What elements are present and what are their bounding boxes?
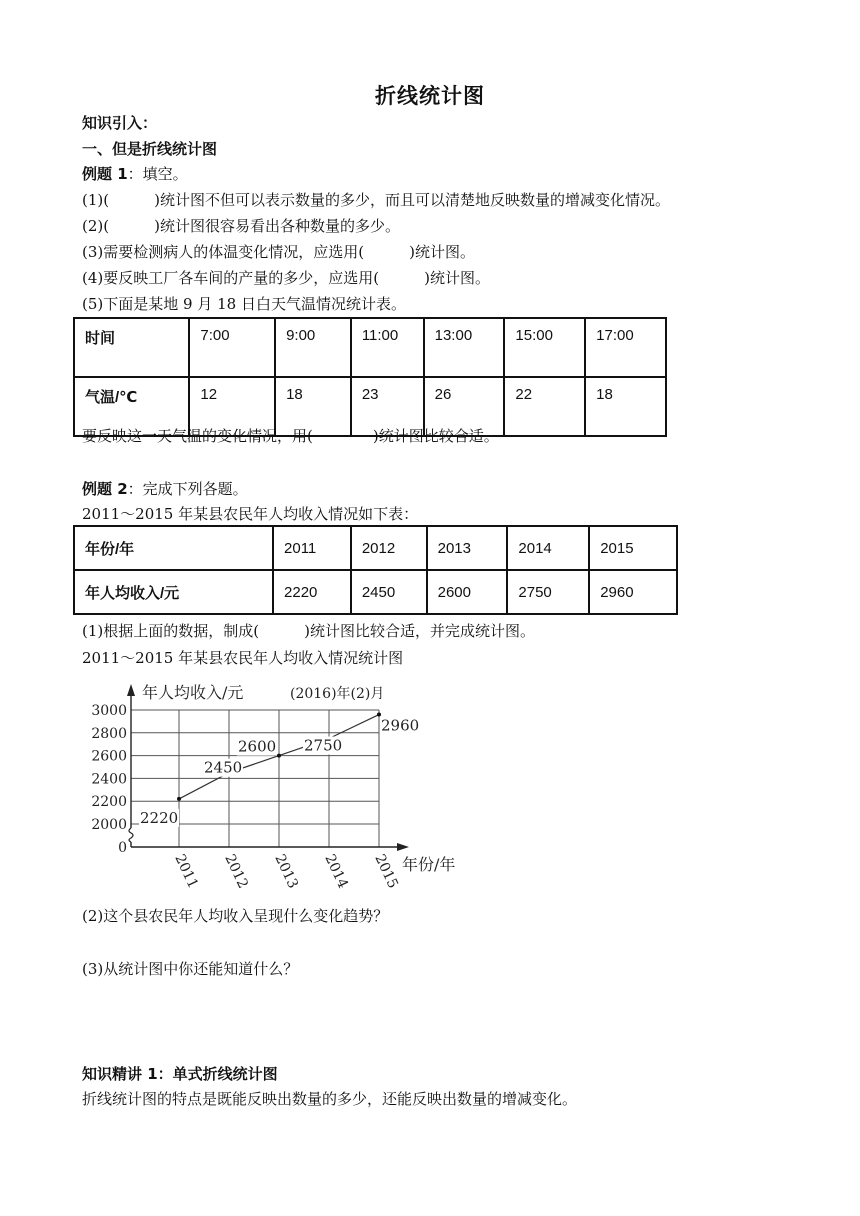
data-label: 2750 (304, 736, 343, 755)
table-row (74, 318, 666, 377)
page-title: 折线统计图 (375, 84, 485, 108)
table-cell: 23 (351, 377, 424, 436)
y-tick-label: 2400 (91, 771, 127, 788)
data-label: 2450 (204, 758, 243, 777)
y-tick-label: 2600 (91, 748, 127, 765)
table-cell: 2960 (589, 570, 677, 614)
table-cell: 22 (504, 377, 585, 436)
table-cell: 2015 (589, 526, 677, 570)
example2-question-2: (2)这个县农民年人均收入呈现什么变化趋势？ (82, 907, 389, 925)
table-cell: 时间 (74, 318, 189, 377)
table-cell: 17:00 (585, 318, 666, 377)
y-axis-title: 年人均收入/元 (142, 683, 244, 702)
table-cell: 2750 (507, 570, 589, 614)
table-cell: 18 (585, 377, 666, 436)
table-cell: 26 (424, 377, 505, 436)
income-line-chart (70, 672, 490, 897)
table-cell: 7:00 (189, 318, 275, 377)
x-tick-label: 2014 (321, 851, 351, 891)
x-tick-label: 2013 (271, 851, 301, 891)
example1-question-5: (5)下面是某地 9 月 18 日白天气温情况统计表。 (82, 295, 406, 313)
table-cell: 2220 (273, 570, 351, 614)
data-label: 2600 (238, 737, 277, 756)
table-cell: 12 (189, 377, 275, 436)
table-cell: 2014 (507, 526, 589, 570)
table-cell: 13:00 (424, 318, 505, 377)
data-label: 2960 (381, 716, 420, 735)
table-cell: 18 (275, 377, 351, 436)
example1-question-1: (1)( )统计图不但可以表示数量的多少，而且可以清楚地反映数量的增减变化情况。 (82, 191, 670, 209)
example2-header (82, 479, 248, 499)
table-cell: 2011 (273, 526, 351, 570)
data-label: 2220 (140, 808, 179, 827)
knowledge-text: 折线统计图的特点是既能反映出数量的多少，还能反映出数量的增减变化。 (82, 1090, 578, 1108)
intro-heading: 知识引入： (82, 114, 158, 132)
table-cell: 15:00 (504, 318, 585, 377)
table-cell: 9:00 (275, 318, 351, 377)
example1-header (82, 164, 188, 184)
table-cell: 2013 (427, 526, 508, 570)
example2-question-3: (3)从统计图中你还能知道什么？ (82, 960, 299, 978)
temperature-table (73, 317, 667, 437)
table-row (74, 570, 677, 614)
example1-after-table: 要反映这一天气温的变化情况，用( )统计图比较合适。 (82, 427, 499, 445)
example1-question-3: (3)需要检测病人的体温变化情况，应选用( )统计图。 (82, 243, 475, 261)
table-row (74, 526, 677, 570)
example2-label: 例题 2 (82, 480, 128, 498)
table-cell: 2450 (351, 570, 427, 614)
y-tick-label: 2000 (91, 817, 127, 833)
x-tick-label: 2011 (171, 851, 201, 891)
example2-table-caption: 2011～2015 年某县农民年人均收入情况如下表： (82, 505, 419, 523)
table-cell: 气温/℃ (74, 377, 189, 436)
example1-prompt: ：填空。 (127, 165, 188, 183)
example1-question-4: (4)要反映工厂各车间的产量的多少，应选用( )统计图。 (82, 269, 490, 287)
y-tick-label: 2800 (91, 725, 127, 742)
example1-question-2: (2)( )统计图很容易看出各种数量的多少。 (82, 217, 400, 235)
x-tick-label: 2015 (371, 851, 401, 891)
y-tick-label: 0 (118, 840, 127, 856)
y-tick-label: 2200 (91, 794, 127, 811)
table-cell: 2600 (427, 570, 508, 614)
table-cell: 年人均收入/元 (74, 570, 273, 614)
income-table (73, 525, 678, 615)
x-axis-arrow (397, 843, 409, 851)
table-cell: 年份/年 (74, 526, 273, 570)
table-cell: 2012 (351, 526, 427, 570)
example2-prompt: ：完成下列各题。 (127, 480, 248, 498)
chart-labels (91, 683, 455, 891)
x-tick-label: 2012 (221, 851, 251, 891)
y-axis-arrow (127, 684, 135, 696)
chart-title: (2016)年(2)月 (290, 686, 385, 702)
data-point (277, 754, 281, 758)
example1-label: 例题 1 (82, 165, 128, 183)
knowledge-heading: 知识精讲 1：单式折线统计图 (82, 1065, 278, 1083)
example2-question-1: (1)根据上面的数据，制成( )统计图比较合适，并完成统计图。 (82, 622, 535, 640)
x-axis-title: 年份/年 (402, 855, 456, 874)
example2-chart-caption: 2011～2015 年某县农民年人均收入情况统计图 (82, 649, 404, 667)
y-tick-label: 3000 (91, 703, 127, 719)
section-heading: 一、但是折线统计图 (82, 140, 218, 158)
data-point (177, 797, 181, 801)
table-cell: 11:00 (351, 318, 424, 377)
